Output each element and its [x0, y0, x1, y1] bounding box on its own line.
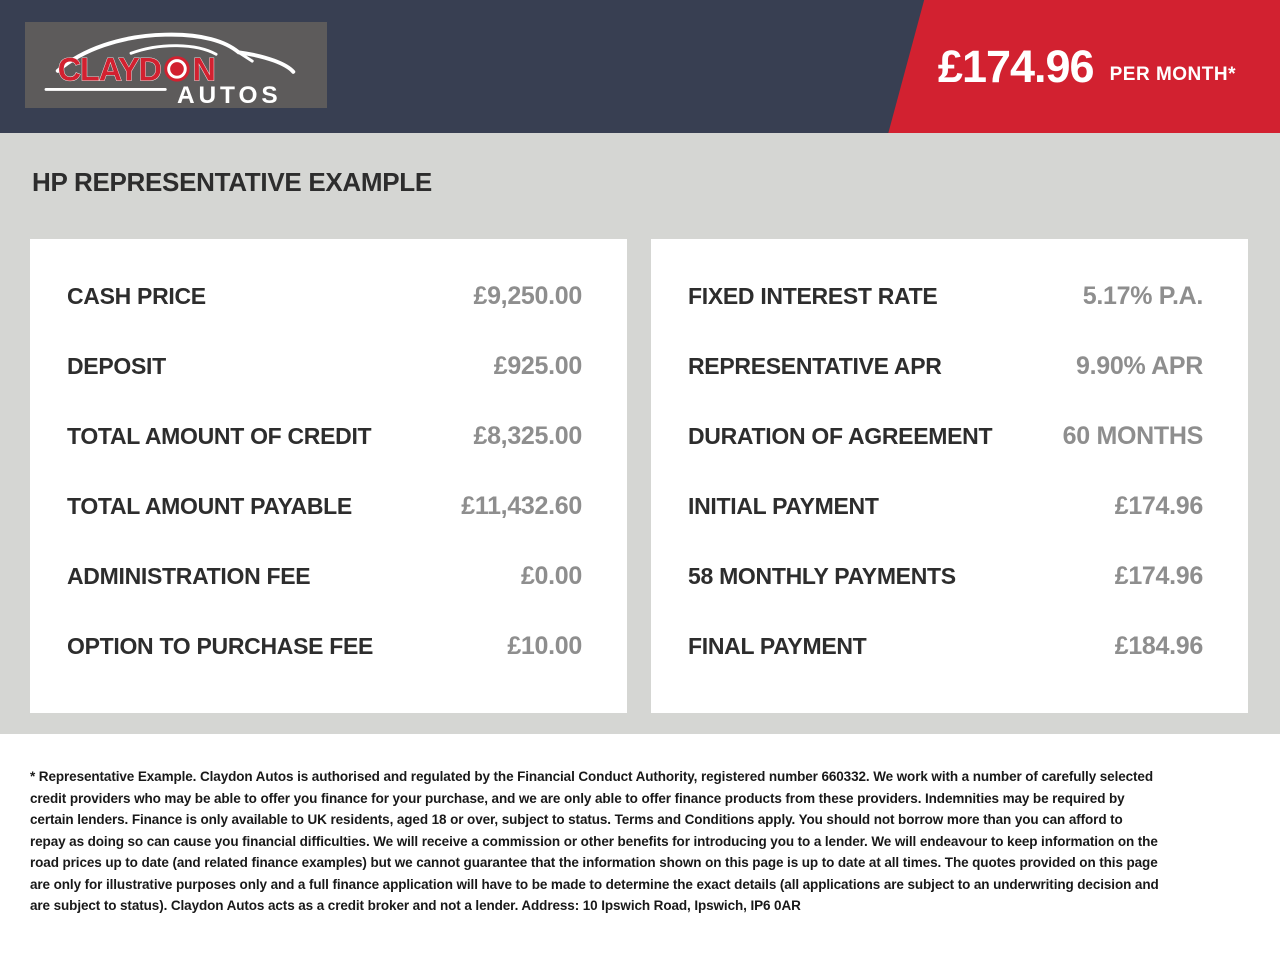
logo-subtitle: AUTOS: [176, 82, 282, 108]
finance-row-label: TOTAL AMOUNT PAYABLE: [67, 492, 352, 519]
header-bar: [0, 0, 1280, 133]
finance-row-value: £9,250.00: [473, 281, 582, 310]
finance-row-label: OPTION TO PURCHASE FEE: [67, 632, 374, 659]
monthly-price-period: PER MONTH*: [1109, 63, 1236, 85]
finance-row-label: DURATION OF AGREEMENT: [688, 422, 993, 449]
finance-row-value: £174.96: [1114, 491, 1203, 520]
finance-row-label: CASH PRICE: [67, 282, 206, 309]
car-logo-icon: [25, 22, 327, 108]
finance-row-value: £0.00: [520, 561, 582, 590]
finance-example-section: [0, 133, 1280, 734]
finance-row: [67, 541, 582, 611]
finance-row: [688, 541, 1203, 611]
finance-row-value: £11,432.60: [461, 491, 582, 520]
finance-row: [688, 401, 1203, 471]
finance-row: [67, 401, 582, 471]
finance-row: [67, 471, 582, 541]
finance-right-card: [651, 239, 1248, 713]
finance-row-label: ADMINISTRATION FEE: [67, 562, 311, 589]
finance-row-value: 9.90% APR: [1076, 351, 1203, 380]
monthly-price: [938, 0, 1236, 133]
finance-row-label: TOTAL AMOUNT OF CREDIT: [67, 422, 372, 449]
finance-row: [67, 331, 582, 401]
finance-row: [688, 611, 1203, 681]
logo-brand-text-right: N: [192, 51, 216, 88]
finance-row: [688, 261, 1203, 331]
finance-row-label: FINAL PAYMENT: [688, 632, 867, 659]
finance-row-label: INITIAL PAYMENT: [688, 492, 879, 519]
finance-row-value: £174.96: [1114, 561, 1203, 590]
finance-row: [67, 261, 582, 331]
dealer-logo: [25, 22, 327, 108]
finance-row-label: FIXED INTEREST RATE: [688, 282, 938, 309]
finance-row: [688, 471, 1203, 541]
finance-row-value: 5.17% P.A.: [1082, 281, 1203, 310]
finance-left-card: [30, 239, 627, 713]
finance-row-value: £184.96: [1114, 631, 1203, 660]
footer: [0, 734, 1280, 960]
finance-row-value: £925.00: [493, 351, 582, 380]
finance-row-value: £10.00: [507, 631, 582, 660]
logo-wheel-icon: [164, 56, 189, 81]
finance-row-label: 58 MONTHLY PAYMENTS: [688, 562, 956, 589]
disclaimer-text: * Representative Example. Claydon Autos is authorised and regulated by the Financial Conduct Authority, registered number 660332. We work with a number of carefully selected credit providers who may be able to offer you finance for your purchase, and we are only able to offer finance products from these providers. Indemnities may be required by certain lenders. Finance is only available to UK residents, aged 18 or over, subject to status. Terms and Conditions apply. You should not borrow more than you can afford to repay as doing so can cause you financial difficulties. We will receive a commission or other benefits for introducing you to a lender. We will endeavour to keep information on the road prices up to date (and related finance examples) but we cannot guarantee that the information shown on this page is up to date at all times. The quotes provided on this page are only for illustrative purposes only and a full finance application will have to be made to determine the exact details (all applications are subject to an underwriting decision and are subject to status). Claydon Autos acts as a credit broker and not a lender. Address: 10 Ipswich Road, Ipswich, IP6 0AR: [30, 769, 1159, 913]
finance-row: [67, 611, 582, 681]
finance-row-value: £8,325.00: [473, 421, 582, 450]
finance-row-label: DEPOSIT: [67, 352, 166, 379]
page-title: HP REPRESENTATIVE EXAMPLE: [32, 167, 432, 197]
logo-brand-text-left: CLAYD: [57, 51, 161, 88]
monthly-price-amount: £174.96: [937, 40, 1094, 92]
finance-row: [688, 331, 1203, 401]
finance-row-label: REPRESENTATIVE APR: [688, 352, 942, 379]
finance-cards: [30, 239, 1250, 713]
finance-row-value: 60 MONTHS: [1062, 421, 1203, 450]
